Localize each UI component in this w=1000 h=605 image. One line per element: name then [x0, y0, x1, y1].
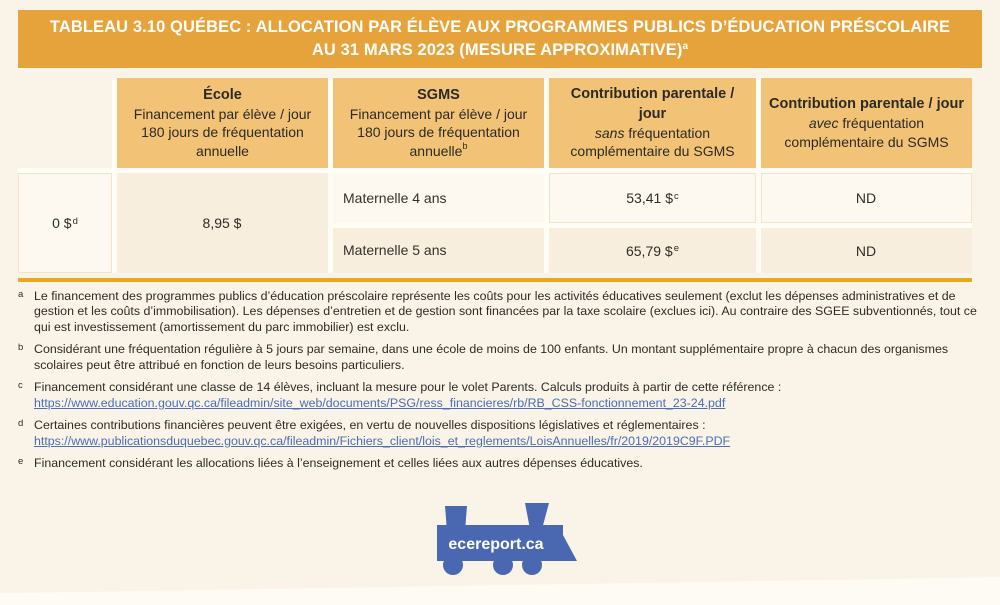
row-label-maternelle-5ans: Maternelle 5 ans [333, 228, 544, 273]
table-corner-spacer [18, 78, 112, 168]
cell-value: 0 $ [52, 215, 72, 231]
cell-ecole-4ans [549, 173, 756, 223]
subtitle-italic: sans [594, 124, 625, 141]
train-icon [425, 499, 585, 595]
footnote-c [18, 380, 986, 411]
subtitle-italic: avec [808, 115, 839, 132]
subtitle-text: Financement par élève / jour 180 jours de fréquentation annuelle [349, 105, 528, 159]
cell-ecole-5ans [549, 228, 756, 273]
footnote-e [18, 456, 986, 471]
cell-footnote-ref: d [72, 215, 78, 227]
column-header-title: Contribution parentale / jour [570, 86, 735, 122]
footnote-marker: d [18, 418, 24, 430]
column-header-subtitle [557, 124, 748, 161]
footnote-marker: b [18, 342, 24, 354]
footnote-a [18, 289, 986, 335]
footnote-body-text: Certaines contributions financières peuvent être exigées, en vertu de nouvelles dispositions législatives et réglementaires : [34, 418, 706, 433]
footnote-body-text: Financement considérant une classe de 14 élèves, incluant la mesure pour le volet Parents. Calculs produits à partir de cette référence : [34, 380, 782, 395]
column-header-ecole [117, 78, 328, 168]
ecereport-logo [425, 499, 585, 595]
footnote-d [18, 418, 986, 449]
footnote-text [34, 380, 986, 411]
table-bottom-rule [18, 278, 972, 282]
footnote-body-text: Le financement des programmes publics d’éducation préscolaire représente les coûts pour les activités éducatives seulement (exclut les dépenses administratives et de gestion et les coûts d’immobilisation). Les dépenses d’entretien et de gestion sont financées par la taxe scolaire (exclues ici). Au contraire des SGEE subventionnés, tout ce qui est investissement (amortissement du parc immobilier) est exclu. [34, 289, 977, 334]
column-header-title: Contribution parentale / jour [769, 95, 964, 112]
column-header-subtitle [125, 105, 320, 160]
column-header-subtitle [341, 105, 536, 160]
cell-contribution-avec [117, 173, 328, 273]
education-gouv-link[interactable]: https://www.education.gouv.qc.ca/fileadmin/site_web/documents/PSG/ress_financieres/rb/RB_CSS-fonctionnement_23-24.pdf [34, 395, 726, 410]
subtitle-footnote-ref: b [462, 140, 468, 151]
table-title-text-1: TABLEAU 3.10 QUÉBEC : ALLOCATION PAR ÉLÈVE AUX PROGRAMMES PUBLICS D’ÉDUCATION PRÉSCOLAIRE [49, 17, 951, 36]
allocation-table [18, 78, 972, 273]
column-header-contribution-avec [761, 78, 972, 168]
footnote-text [34, 342, 986, 373]
subtitle-text: Financement par élève / jour 180 jours de fréquentation annuelle [133, 105, 312, 159]
column-header-title: École [203, 86, 242, 103]
footnote-marker: c [18, 380, 23, 392]
cell-value: 8,95 $ [202, 215, 242, 231]
subtitle-rest: fréquentation complémentaire du SGMS [784, 115, 949, 150]
logo-text: ecereport.ca [448, 536, 544, 553]
table-title-footnote-ref: a [682, 41, 689, 52]
row-label-maternelle-4ans: Maternelle 4 ans [333, 173, 544, 223]
cell-sgms-5ans [761, 228, 972, 273]
table-title-text-2: AU 31 MARS 2023 (MESURE APPROXIMATIVE) [311, 41, 683, 59]
cell-value: 53,41 $ [626, 190, 673, 206]
footnote-marker: a [18, 289, 24, 300]
cell-value: ND [855, 242, 877, 259]
footnote-text [34, 418, 986, 449]
column-header-subtitle [769, 114, 964, 151]
cell-contribution-sans [18, 173, 112, 273]
footnote-marker: e [18, 456, 24, 468]
footnote-text [34, 289, 986, 335]
cell-footnote-ref: c [673, 190, 679, 202]
publications-quebec-link[interactable]: https://www.publicationsduquebec.gouv.qc.ca/fileadmin/Fichiers_client/lois_et_reglements/LoisAnnuelles/fr/2019/2019C9F.PDF [34, 433, 731, 448]
table-title-line2 [18, 39, 982, 62]
column-header-sgms [333, 78, 544, 168]
cell-sgms-4ans [761, 173, 972, 223]
cell-value: ND [855, 190, 877, 206]
footnote-body-text: Financement considérant les allocations liées à l’enseignement et celles liées aux autres dépenses éducatives. [34, 456, 643, 471]
footnote-body-text: Considérant une fréquentation régulière à 5 jours par semaine, dans une école de moins de 100 enfants. Un montant supplémentaire propre à chacun des organismes scolaires peut être attribué en fonction de leurs besoins particuliers. [34, 342, 949, 372]
footnote-b [18, 342, 986, 373]
subtitle-rest: fréquentation complémentaire du SGMS [570, 124, 735, 160]
column-header-contribution-sans [549, 78, 756, 168]
column-header-title: SGMS [417, 86, 460, 103]
cell-value: 65,79 $ [625, 242, 673, 259]
table-title-line1 [18, 16, 982, 39]
table-title-banner [18, 10, 982, 68]
footnotes-section [18, 289, 986, 472]
cell-footnote-ref: e [673, 243, 679, 254]
footnote-text [34, 456, 986, 471]
